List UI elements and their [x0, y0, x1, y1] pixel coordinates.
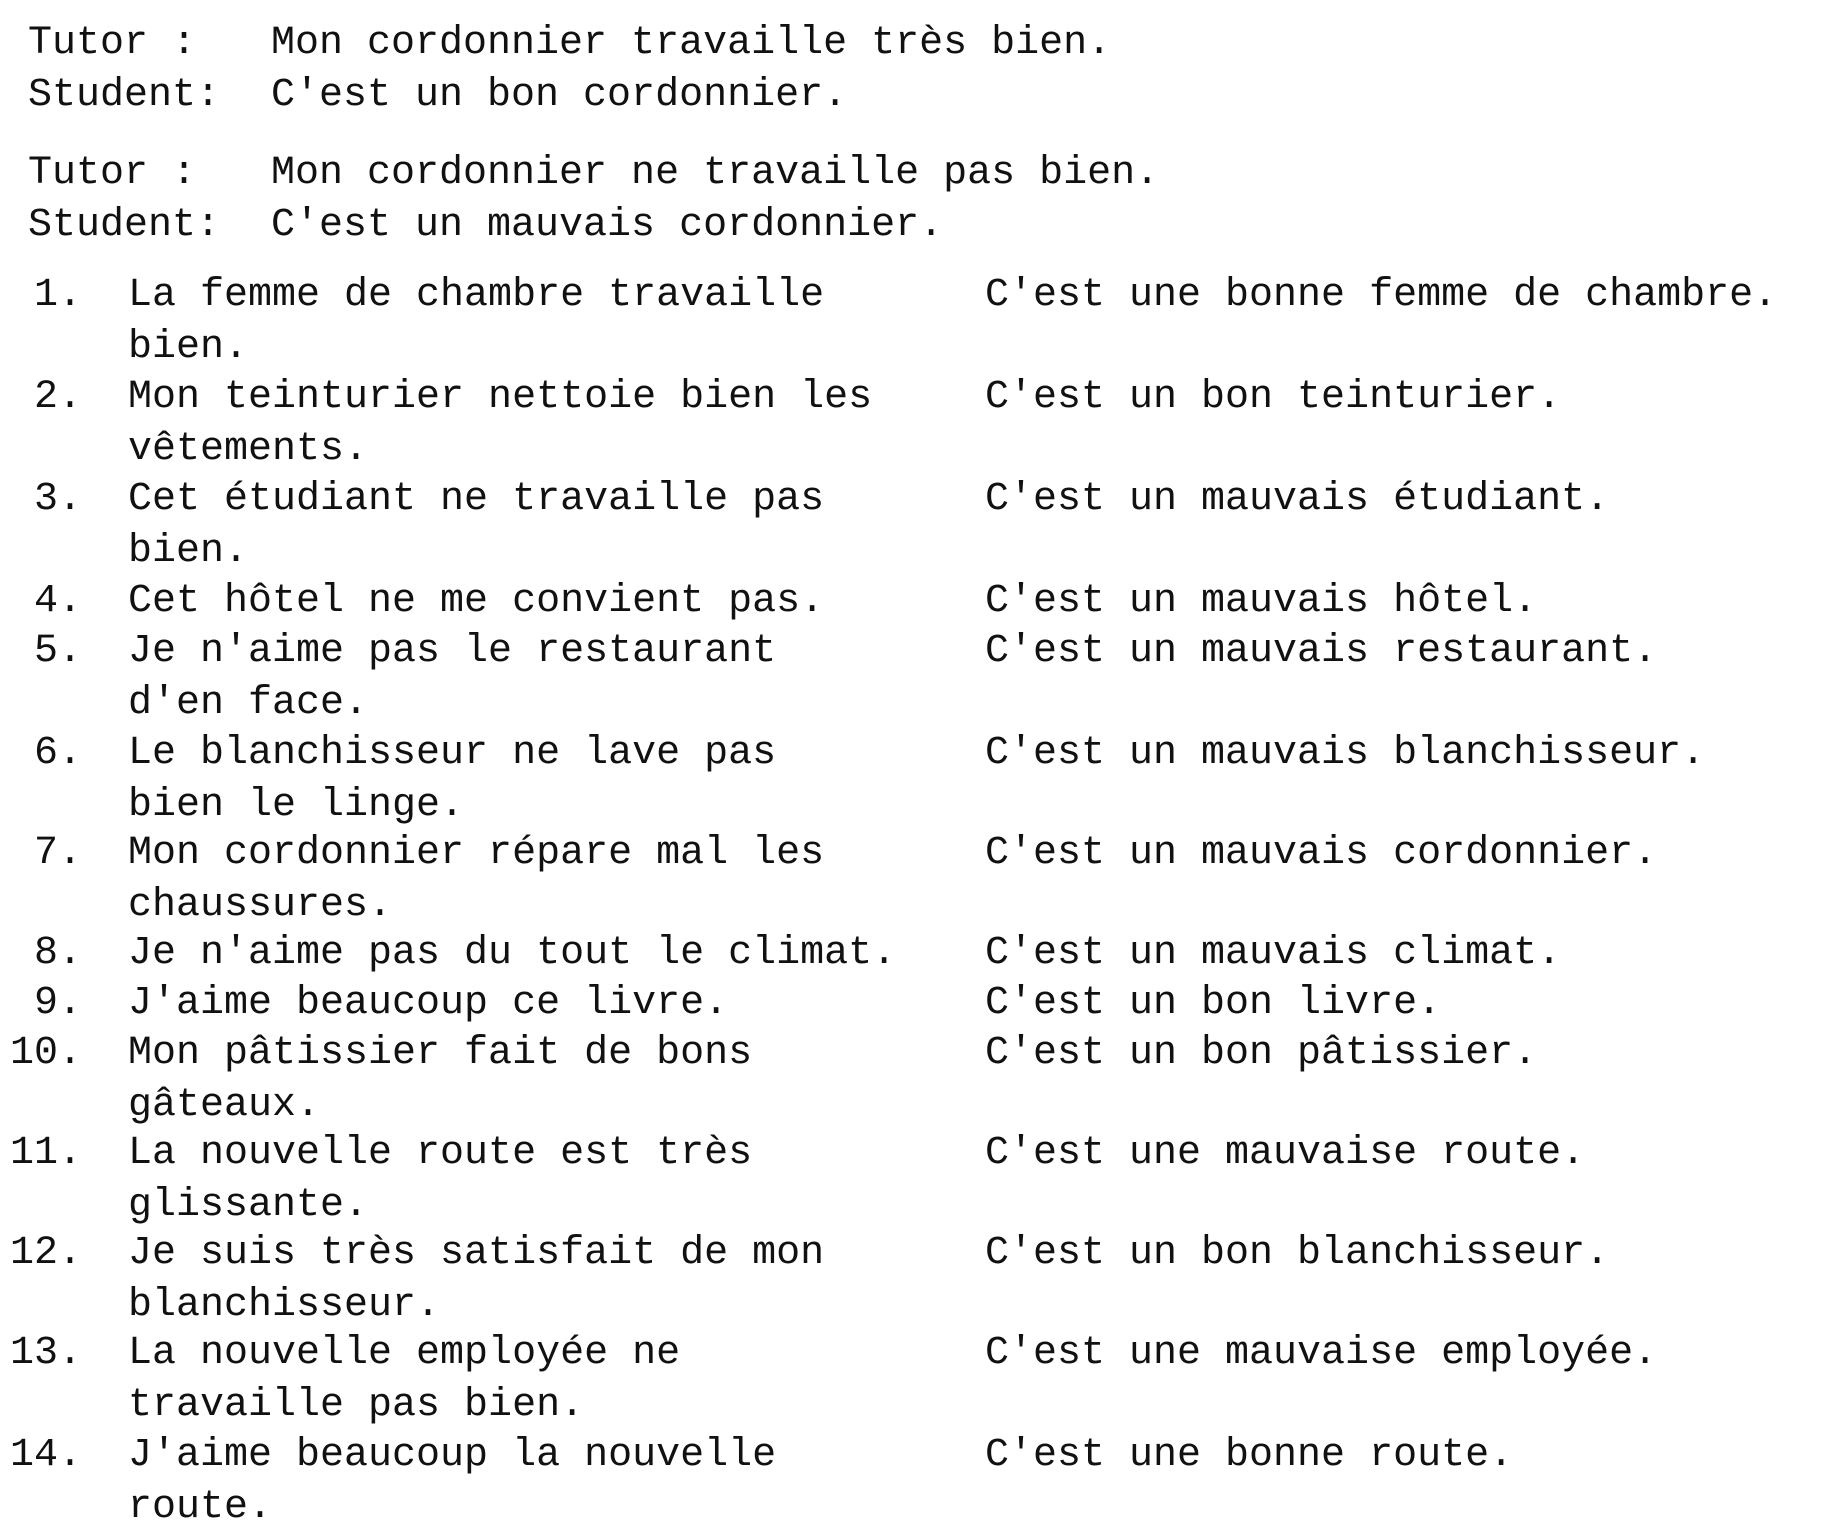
item-number: 5.: [33, 629, 82, 674]
prompt-continuation: bien le linge.: [128, 783, 465, 828]
prompt-continuation: glissante.: [128, 1183, 369, 1228]
prompt-line: Je n'aime pas du tout le climat.: [128, 931, 897, 976]
item-prompt: [128, 978, 968, 1030]
item-prompt: [128, 474, 968, 578]
item-prompt: [128, 828, 968, 932]
example-2: [28, 148, 1268, 252]
prompt-line: Cet hôtel ne me convient pas.: [128, 579, 825, 624]
prompt-line: Je n'aime pas le restaurant: [128, 629, 777, 674]
item-response: C'est un mauvais blanchisseur.: [985, 731, 1706, 776]
item-number: 13.: [9, 1331, 82, 1376]
item-number: 11.: [9, 1131, 82, 1176]
item-prompt: [128, 1328, 968, 1432]
example-1: [28, 18, 1268, 122]
student-text: C'est un mauvais cordonnier.: [271, 203, 944, 248]
item-number: 7.: [33, 831, 82, 876]
example-tutor-line: [28, 18, 1268, 70]
prompt-continuation: travaille pas bien.: [128, 1383, 585, 1428]
tutor-label: Tutor :: [28, 151, 197, 196]
prompt-continuation: d'en face.: [128, 681, 369, 726]
student-label: Student:: [28, 203, 221, 248]
item-number: 12.: [9, 1231, 82, 1276]
prompt-line: La nouvelle route est très: [128, 1131, 753, 1176]
example-student-line: [28, 70, 1268, 122]
prompt-line: J'aime beaucoup ce livre.: [128, 981, 729, 1026]
item-prompt: [128, 1028, 968, 1132]
prompt-line: J'aime beaucoup la nouvelle: [128, 1433, 777, 1478]
item-number: 6.: [33, 731, 82, 776]
prompt-line: Le blanchisseur ne lave pas: [128, 731, 777, 776]
item-number: 8.: [33, 931, 82, 976]
prompt-line: Mon pâtissier fait de bons: [128, 1031, 753, 1076]
item-response: C'est une bonne route.: [985, 1433, 1514, 1478]
prompt-line: Mon cordonnier répare mal les: [128, 831, 825, 876]
item-prompt: [128, 1430, 968, 1534]
prompt-continuation: bien.: [128, 325, 249, 370]
item-response: C'est un mauvais restaurant.: [985, 629, 1658, 674]
prompt-line: Je suis très satisfait de mon: [128, 1231, 825, 1276]
item-response: C'est un bon livre.: [985, 981, 1442, 1026]
item-prompt: [128, 1128, 968, 1232]
item-prompt: [128, 728, 968, 832]
item-number: 1.: [33, 273, 82, 318]
item-prompt: [128, 626, 968, 730]
prompt-continuation: bien.: [128, 529, 249, 574]
prompt-continuation: vêtements.: [128, 427, 369, 472]
item-response: C'est une mauvaise employée.: [985, 1331, 1658, 1376]
item-response: C'est un mauvais cordonnier.: [985, 831, 1658, 876]
student-text: C'est un bon cordonnier.: [271, 73, 848, 118]
item-response: C'est une bonne femme de chambre.: [985, 273, 1778, 318]
item-number: 4.: [33, 579, 82, 624]
tutor-text: Mon cordonnier travaille très bien.: [271, 21, 1112, 66]
item-number: 10.: [9, 1031, 82, 1076]
prompt-continuation: route.: [128, 1485, 273, 1530]
item-prompt: [128, 928, 968, 980]
item-number: 14.: [9, 1433, 82, 1478]
item-response: C'est un bon pâtissier.: [985, 1031, 1538, 1076]
tutor-text: Mon cordonnier ne travaille pas bien.: [271, 151, 1160, 196]
student-label: Student:: [28, 73, 221, 118]
prompt-line: Cet étudiant ne travaille pas: [128, 477, 825, 522]
item-response: C'est une mauvaise route.: [985, 1131, 1586, 1176]
example-student-line: [28, 200, 1268, 252]
item-prompt: [128, 372, 968, 476]
item-response: C'est un mauvais hôtel.: [985, 579, 1538, 624]
item-response: C'est un bon blanchisseur.: [985, 1231, 1610, 1276]
item-response: C'est un mauvais étudiant.: [985, 477, 1610, 522]
prompt-line: La nouvelle employée ne: [128, 1331, 681, 1376]
item-response: C'est un mauvais climat.: [985, 931, 1562, 976]
item-prompt: [128, 1228, 968, 1332]
item-prompt: [128, 270, 968, 374]
prompt-continuation: gâteaux.: [128, 1083, 321, 1128]
item-response: C'est un bon teinturier.: [985, 375, 1562, 420]
item-number: 9.: [33, 981, 82, 1026]
example-tutor-line: [28, 148, 1268, 200]
tutor-label: Tutor :: [28, 21, 197, 66]
prompt-line: Mon teinturier nettoie bien les: [128, 375, 873, 420]
prompt-continuation: chaussures.: [128, 883, 393, 928]
prompt-line: La femme de chambre travaille: [128, 273, 825, 318]
item-number: 3.: [33, 477, 82, 522]
item-number: 2.: [33, 375, 82, 420]
item-prompt: [128, 576, 968, 628]
prompt-continuation: blanchisseur.: [128, 1283, 441, 1328]
